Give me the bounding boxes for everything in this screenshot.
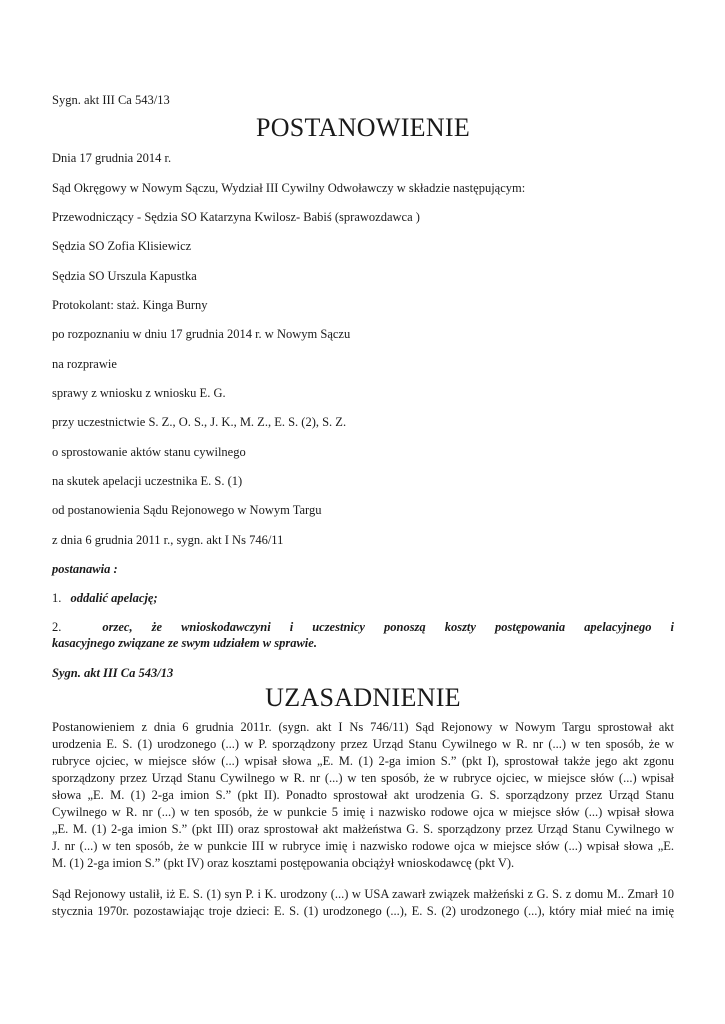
- paragraph-line: Cywilnego w R. nr (...) w ten sposób, że w punkcie 5 imię i nazwisko rodowe ojca w miejsce słów (...) wpisał słowa: [52, 805, 674, 819]
- paragraph-line: „E. M. (1) 2-ga imion S.” (pkt III) oraz sprostował akt małżeństwa G. S. sporządzony przez Urząd Stanu Cywilnego w: [52, 822, 674, 836]
- point-text: orzec, że wnioskodawczyni i uczestnicy ponoszą koszty postępowania apelacyjnego i: [102, 620, 674, 634]
- decision-point-2-line-1: [52, 619, 674, 635]
- paragraph-line: rubryce ojciec, w miejsce słów (...) wpisał słowa „E. M. (1) 2-ga imion S.” (pkt I), sprostował także jego akt zgonu: [52, 754, 674, 768]
- hearing-line: po rozpoznaniu w dniu 17 grudnia 2014 r. w Nowym Sączu: [52, 327, 351, 341]
- date-line: Dnia 17 grudnia 2014 r.: [52, 151, 172, 165]
- paragraph-line: M. (1) 2-ga imion S.” (pkt IV) oraz kosztami postępowania obciążył wnioskodawcę (pkt V).: [52, 856, 515, 870]
- judge-line-1: Sędzia SO Zofia Klisiewicz: [52, 239, 192, 253]
- paragraph-line: urodzenia E. S. (1) urodzonego (...) w P. sporządzony przez Urząd Stanu Cywilnego w R. nr (...) w ten sposób, że w: [52, 737, 674, 751]
- document-title: POSTANOWIENIE: [255, 113, 471, 142]
- court-line: Sąd Okręgowy w Nowym Sączu, Wydział III Cywilny Odwoławczy w składzie następującym:: [52, 181, 526, 195]
- judge-line-2: Sędzia SO Urszula Kapustka: [52, 269, 197, 283]
- case-reference-second: Sygn. akt III Ca 543/13: [52, 666, 174, 680]
- presiding-judge-line: Przewodniczący - Sędzia SO Katarzyna Kwilosz- Babiś (sprawozdawca ): [52, 210, 420, 224]
- paragraph-line: słowa „E. M. (1) 2-ga imion S.” (pkt II). Ponadto sprostował akt urodzenia G. S. sporządzony przez Urząd Stanu: [52, 788, 674, 802]
- paragraph-line: Sąd Rejonowy ustalił, iż E. S. (1) syn P. i K. urodzony (...) w USA zawarł związek małżeński z G. S. z domu M.. Zmarł 10: [52, 887, 674, 901]
- clerk-line: Protokolant: staż. Kinga Burny: [52, 298, 208, 312]
- subject-line: o sprostowanie aktów stanu cywilnego: [52, 445, 246, 459]
- decision-point-1: [52, 590, 158, 606]
- paragraph-line: Postanowieniem z dnia 6 grudnia 2011r. (sygn. akt I Ns 746/11) Sąd Rejonowy w Nowym Targu sprostował akt: [52, 720, 674, 734]
- point-number: 2.: [52, 620, 62, 634]
- case-reference: Sygn. akt III Ca 543/13: [52, 93, 170, 107]
- decision-label: postanawia :: [52, 562, 118, 576]
- point-number: 1.: [52, 591, 62, 605]
- participants-line: przy uczestnictwie S. Z., O. S., J. K., M. Z., E. S. (2), S. Z.: [52, 415, 347, 429]
- justification-title: UZASADNIENIE: [265, 683, 461, 712]
- session-line: na rozprawie: [52, 357, 117, 371]
- lower-court-line: od postanowienia Sądu Rejonowego w Nowym Targu: [52, 503, 322, 517]
- lower-court-date-line: z dnia 6 grudnia 2011 r., sygn. akt I Ns 746/11: [52, 533, 284, 547]
- paragraph-line: stycznia 1970r. pozostawiając troje dzieci: E. S. (1) urodzonego (...), E. S. (2) urodzonego (...), który miał mieć na imię: [52, 904, 674, 918]
- appeal-line: na skutek apelacji uczestnika E. S. (1): [52, 474, 243, 488]
- paragraph-line: sporządzony przez Urząd Stanu Cywilnego w R. nr (...) w ten sposób, że w rubryce ojciec, w miejsce słów (...) wpisał: [52, 771, 674, 785]
- case-line: sprawy z wniosku z wniosku E. G.: [52, 386, 226, 400]
- paragraph-line: J. nr (...) w ten sposób, że w punkcie III w rubryce imię i nazwisko rodowe ojca w miejsce słów (...) wpisał słowa „E.: [52, 839, 674, 853]
- decision-point-2-line-2: kasacyjnego związane ze swym udziałem w sprawie.: [52, 636, 317, 650]
- point-text: oddalić apelację;: [70, 591, 158, 605]
